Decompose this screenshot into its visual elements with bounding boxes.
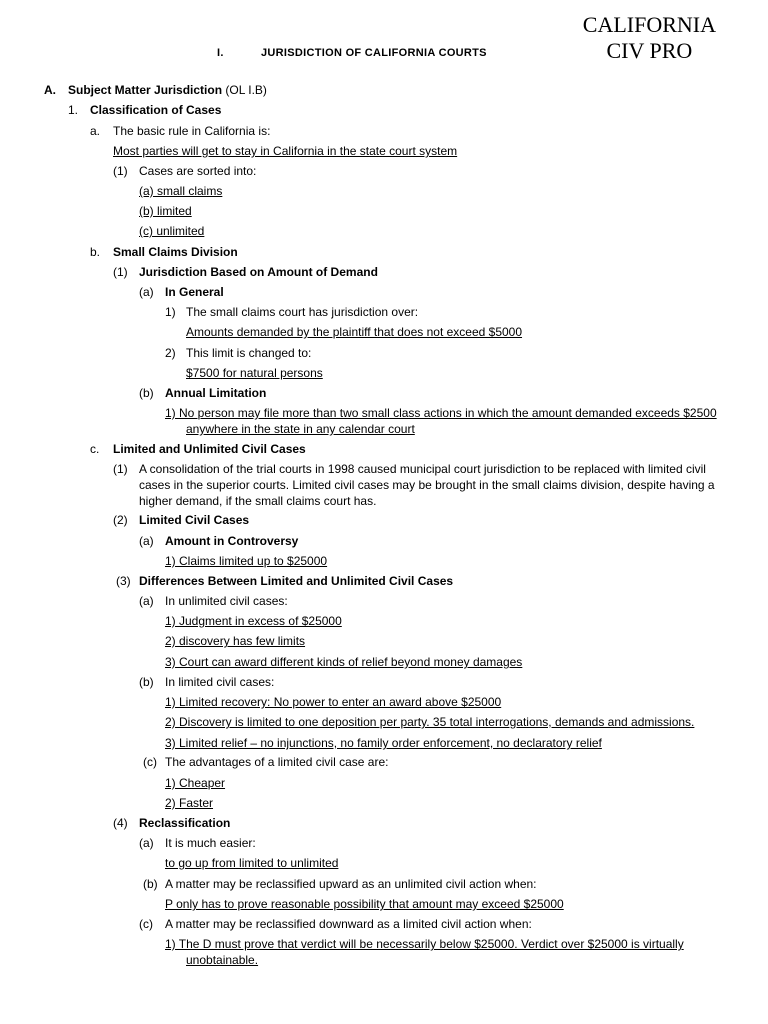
heading-demand-amount: Jurisdiction Based on Amount of Demand xyxy=(139,265,378,279)
heading-subject-matter xyxy=(68,83,267,98)
answer-text: 1) Judgment in excess of $25000 xyxy=(165,614,342,628)
section-heading xyxy=(217,46,487,61)
answer-line xyxy=(139,204,216,219)
outline-text: The basic rule in California is: xyxy=(113,124,271,138)
heading-annual-limitation: Annual Limitation xyxy=(165,386,267,400)
outline-marker: (c) xyxy=(139,917,153,931)
paragraph-line: cases in the superior courts. Limited civil cases may be brought in the small claims division, despite having a xyxy=(139,478,715,492)
outline-text: Cases are sorted into: xyxy=(139,164,257,178)
heading-reference: (OL I.B) xyxy=(222,83,267,97)
answer-line xyxy=(165,796,217,811)
outline-marker: c. xyxy=(90,442,100,456)
heading-classification: Classification of Cases xyxy=(90,103,222,117)
heading-small-claims: Small Claims Division xyxy=(113,245,238,259)
outline-marker: (b) xyxy=(139,675,154,689)
outline-text: The advantages of a limited civil case are: xyxy=(165,755,389,769)
answer-text: (a) small claims xyxy=(139,184,223,198)
outline-marker: (2) xyxy=(113,513,128,527)
answer-line xyxy=(165,856,360,871)
outline-marker: 1. xyxy=(68,103,79,117)
answer-text: 3) Limited relief – no injunctions, no family order enforcement, no declaratory relief xyxy=(165,736,602,750)
outline-marker: (c) xyxy=(143,755,157,769)
answer-text: $7500 for natural persons xyxy=(186,366,323,380)
corner-line-2: CIV PRO xyxy=(606,38,693,63)
answer-line xyxy=(186,953,260,968)
outline-marker: (a) xyxy=(139,594,154,608)
answer-line xyxy=(165,897,588,912)
outline-marker: (1) xyxy=(113,164,128,178)
answer-text: 1) Claims limited up to $25000 xyxy=(165,554,328,568)
outline-marker: (3) xyxy=(116,574,131,588)
section-title: JURISDICTION OF CALIFORNIA COURTS xyxy=(261,47,487,59)
outline-text: A matter may be reclassified upward as an unlimited civil action when: xyxy=(165,877,537,891)
answer-line xyxy=(165,554,353,569)
answer-line xyxy=(186,325,552,340)
answer-line xyxy=(165,776,261,791)
answer-line xyxy=(186,422,451,437)
heading-differences: Differences Between Limited and Unlimited Civil Cases xyxy=(139,574,454,588)
outline-marker: (1) xyxy=(113,265,128,279)
outline-marker: (a) xyxy=(139,285,154,299)
outline-marker: 2) xyxy=(165,346,176,360)
answer-line xyxy=(165,695,533,710)
answer-line xyxy=(186,366,361,381)
answer-text: Most parties will get to stay in California in the state court system xyxy=(113,144,458,158)
heading-in-general: In General xyxy=(165,285,224,299)
outline-marker: A. xyxy=(44,83,56,97)
outline-marker: b. xyxy=(90,245,101,259)
answer-text: anywhere in the state in any calendar court xyxy=(186,422,415,436)
outline-marker: (4) xyxy=(113,816,128,830)
answer-line xyxy=(113,144,489,159)
answer-text: P only has to prove reasonable possibility that amount may exceed $25000 xyxy=(165,897,564,911)
answer-text: Amounts demanded by the plaintiff that does not exceed $5000 xyxy=(186,325,523,339)
heading-limited-unlimited: Limited and Unlimited Civil Cases xyxy=(113,442,306,456)
heading-text: Subject Matter Jurisdiction xyxy=(68,83,223,97)
answer-line: 1) The D must prove that verdict will be necessarily below $25000. Verdict over $25000 is virtually xyxy=(165,937,684,951)
paragraph-line: higher demand, if the small claims court has. xyxy=(139,494,377,508)
answer-text: 1) Cheaper xyxy=(165,776,226,790)
answer-text: unobtainable. xyxy=(186,953,259,967)
outline-marker: (b) xyxy=(139,386,154,400)
outline-text: In unlimited civil cases: xyxy=(165,594,288,608)
outline-text: It is much easier: xyxy=(165,836,256,850)
paragraph-line: A consolidation of the trial courts in 1998 caused municipal court jurisdiction to be replaced with limited civil xyxy=(139,462,706,476)
outline-marker: a. xyxy=(90,124,101,138)
heading-reclassification: Reclassification xyxy=(139,816,231,830)
answer-text: 1) Limited recovery: No power to enter an award above $25000 xyxy=(165,695,502,709)
answer-text: 2) discovery has few limits xyxy=(165,634,306,648)
answer-line xyxy=(139,224,216,239)
outline-text: This limit is changed to: xyxy=(186,346,312,360)
outline-text: The small claims court has jurisdiction over: xyxy=(186,305,419,319)
section-number: I. xyxy=(217,47,224,59)
outline-marker: (b) xyxy=(143,877,158,891)
outline-text: A matter may be reclassified downward as a limited civil action when: xyxy=(165,917,532,931)
answer-line xyxy=(165,614,352,629)
answer-line: 2) Discovery is limited to one deposition per party. 35 total interrogations, demands and admissions. xyxy=(165,715,695,729)
outline-marker: (1) xyxy=(113,462,128,476)
document-corner-label xyxy=(583,12,716,64)
answer-line xyxy=(165,634,311,649)
answer-text: (c) unlimited xyxy=(139,224,205,238)
answer-line xyxy=(165,736,622,751)
outline-marker: 1) xyxy=(165,305,176,319)
answer-text: 2) Faster xyxy=(165,796,214,810)
corner-line-1: CALIFORNIA xyxy=(582,12,716,37)
answer-line: 1) No person may file more than two small class actions in which the amount demanded exceeds $2500 xyxy=(165,406,717,420)
heading-limited-civil: Limited Civil Cases xyxy=(139,513,250,527)
answer-text: (b) limited xyxy=(139,204,192,218)
answer-line xyxy=(139,184,260,199)
outline-marker: (a) xyxy=(139,836,154,850)
heading-amount-controversy: Amount in Controversy xyxy=(165,534,299,548)
answer-text: to go up from limited to unlimited xyxy=(165,856,339,870)
outline-marker: (a) xyxy=(139,534,154,548)
outline-text: In limited civil cases: xyxy=(165,675,275,689)
answer-line: 3) Court can award different kinds of relief beyond money damages xyxy=(165,655,523,669)
